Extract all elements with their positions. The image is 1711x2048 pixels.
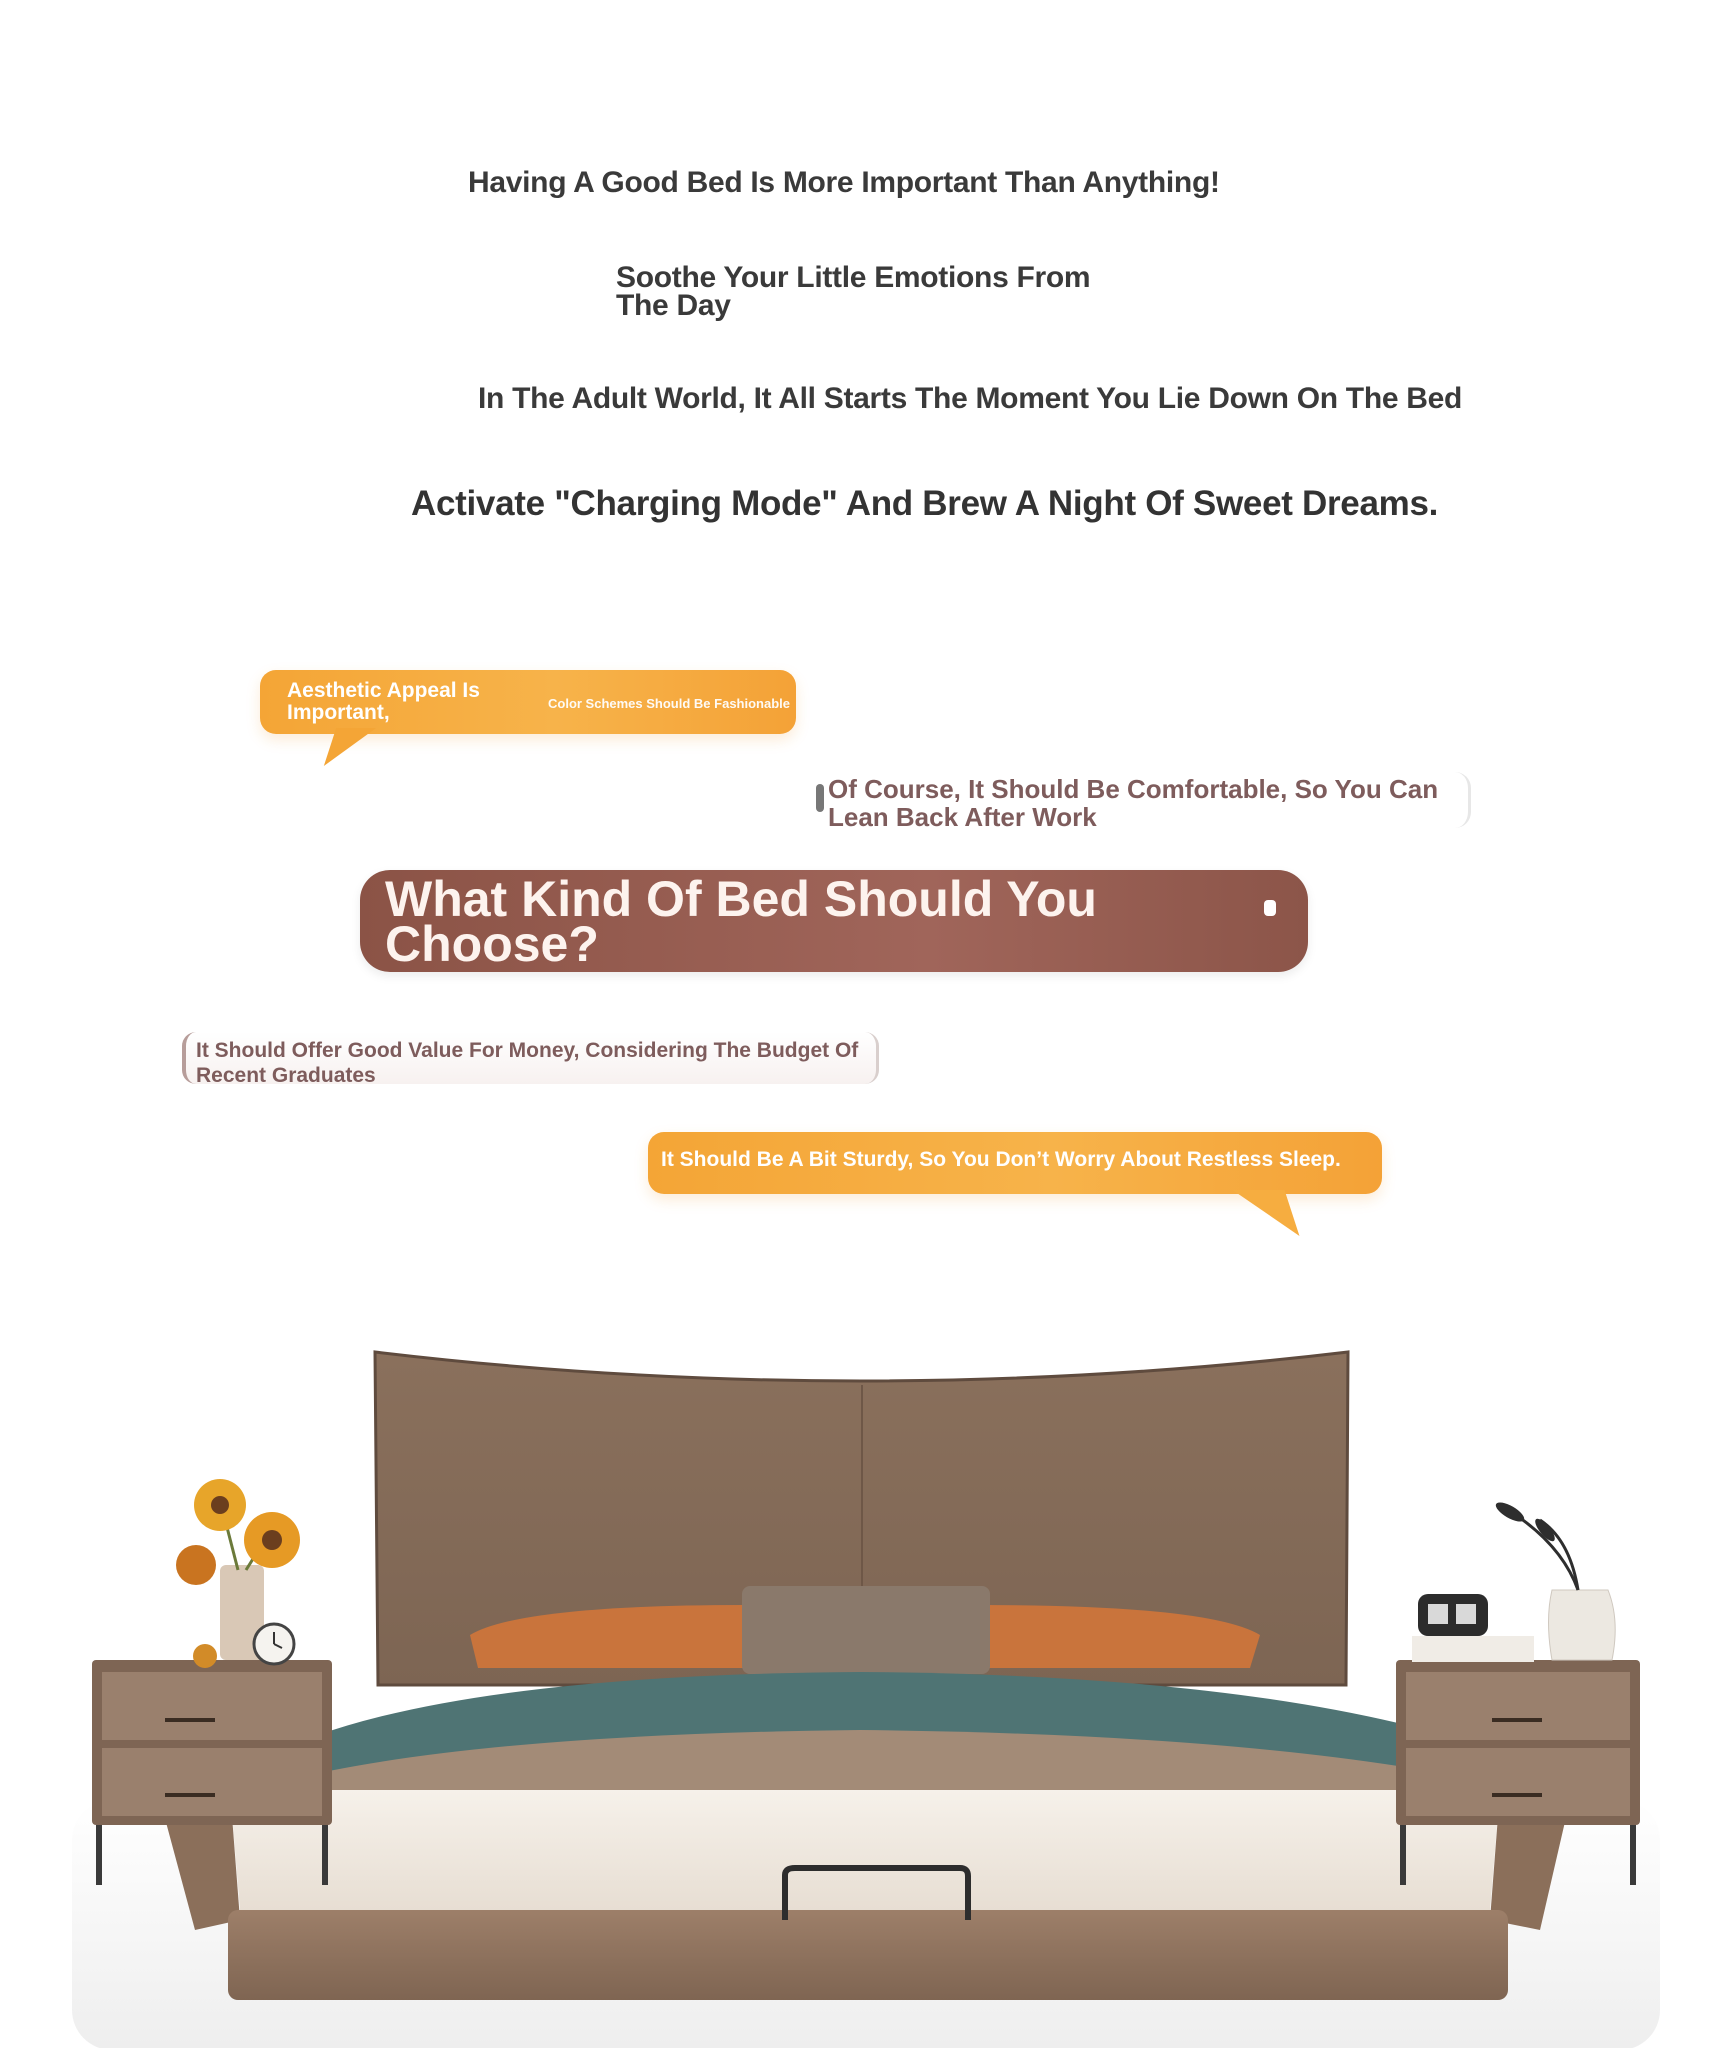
comfortable-bubble-text: Of Course, It Should Be Comfortable, So You Can Lean Back After Work xyxy=(828,774,1439,832)
plant-vase-icon xyxy=(1493,1499,1615,1660)
question-banner-marker xyxy=(1264,900,1276,916)
bed-frame xyxy=(228,1910,1508,2000)
headline-soothe-emotions: Soothe Your Little Emotions From The Day xyxy=(616,261,1091,322)
value-bubble-text: It Should Offer Good Value For Money, Considering The Budget Of Recent Graduates xyxy=(196,1039,859,1087)
question-banner-text: What Kind Of Bed Should You Choose? xyxy=(385,871,1097,972)
aesthetic-bubble-text: Aesthetic Appeal Is Important, xyxy=(287,679,480,724)
sturdy-bubble-text: It Should Be A Bit Sturdy, So You Don’t Worry About Restless Sleep. xyxy=(661,1148,1341,1171)
bed-illustration xyxy=(0,1320,1711,2048)
comfortable-bubble-marker xyxy=(816,784,824,812)
mattress xyxy=(230,1790,1500,1910)
headline-good-bed: Having A Good Bed Is More Important Than Anything! xyxy=(468,166,1220,199)
headline-charging-mode: Activate "Charging Mode" And Brew A Night Of Sweet Dreams. xyxy=(411,484,1439,523)
pillow-center xyxy=(742,1586,990,1674)
sturdy-bubble-tail xyxy=(1233,1190,1300,1236)
digital-clock-icon xyxy=(1412,1594,1534,1662)
headline-adult-world: In The Adult World, It All Starts The Moment You Lie Down On The Bed xyxy=(478,382,1463,415)
color-schemes-text: Color Schemes Should Be Fashionable xyxy=(548,696,790,711)
alarm-clock-icon xyxy=(254,1624,294,1664)
